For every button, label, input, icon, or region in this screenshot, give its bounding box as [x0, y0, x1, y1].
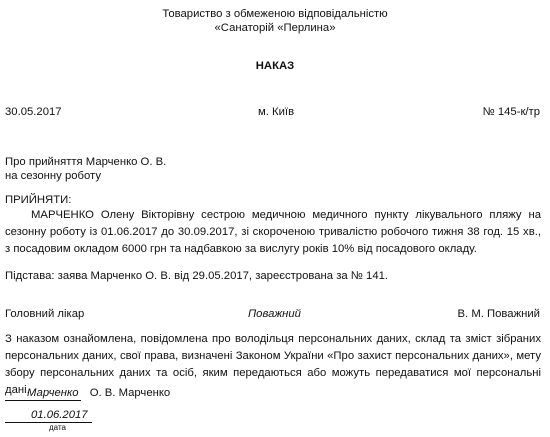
org-name-line2: «Санаторій «Перлина»	[214, 22, 336, 34]
acknowledgement-date-row	[5, 408, 92, 423]
order-body	[5, 207, 541, 258]
employee-name: О. В. Марченко	[89, 387, 171, 399]
org-name-line1: Товариство з обмеженою відповідальністю	[162, 8, 388, 20]
subject-line1: Про прийняття Марченко О. В.	[5, 156, 167, 168]
employee-signature-row	[5, 386, 170, 401]
order-body-text: МАРЧЕНКО Олену Вікторівну сестрою медичною медичного пункту лікувального пляжу на сезонну роботу із 01.06.2017 до 30.09.2017, зі скороченою тривалістю робочого тижня 38 год. 15 хв., з посадовим окладом 6000 грн та надбавкою за вислугу років 10% від посадового окладу.	[5, 209, 541, 255]
date-caption: дата	[49, 423, 66, 432]
signatory-signature: Поважний	[248, 308, 301, 320]
document-title: НАКАЗ	[255, 60, 295, 72]
order-city: м. Київ	[258, 106, 295, 118]
acknowledgement-text: З наказом ознайомлена, повідомлена про володільця персональних даних, склад та зміст зібраних персональних даних, свої права, визначені Законом України «Про захист персональних даних», мету збору персональних даних та осіб, яким передаються або можуть передаватися мої персональні дані.	[5, 333, 541, 396]
order-basis: Підстава: заява Марченко О. В. від 29.05.2017, зареєстрована за № 141.	[5, 270, 389, 282]
order-date: 30.05.2017	[5, 106, 62, 118]
acknowledgement-date: 01.06.2017	[5, 408, 92, 423]
signatory-name: В. М. Поважний	[457, 308, 540, 320]
order-heading: ПРИЙНЯТИ:	[5, 194, 72, 206]
employee-signature: Марченко	[5, 386, 81, 401]
signatory-position: Головний лікар	[5, 308, 85, 320]
subject-line2: на сезонну роботу	[5, 170, 101, 182]
order-number: № 145-к/тр	[482, 106, 540, 118]
